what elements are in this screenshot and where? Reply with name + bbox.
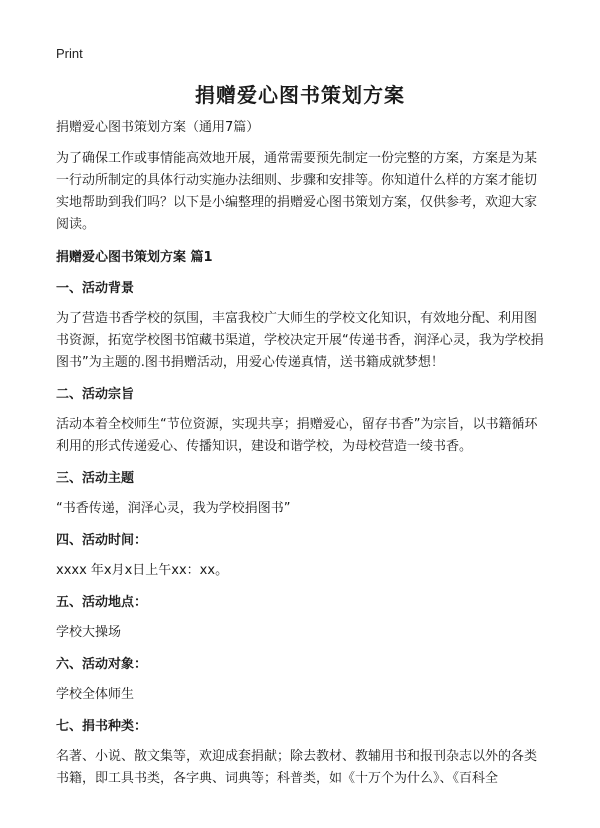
section-heading-audience: 六、活动对象： — [56, 657, 148, 672]
document-title: 捐赠爱心图书策划方案 — [195, 83, 405, 107]
section-body-time: xxxx 年x月x日上午xx：xx。 — [56, 563, 229, 578]
section-title: 捐赠爱心图书策划方案 篇1 — [56, 250, 213, 265]
print-label: Print — [56, 46, 83, 61]
section-heading-book-types: 七、捐书种类： — [56, 719, 148, 734]
document-content — [56, 118, 544, 790]
section-body-background: 为了营造书香学校的氛围，丰富我校广大师生的学校文化知识，有效地分配、利用图书资源，拓宽学校图书馆藏书渠道，学校决定开展“传递书香，润泽心灵，我为学校捐图书”为主题的.图书捐赠活动，用爱心传递真情，送书籍成就梦想！ — [56, 311, 544, 370]
section-body-purpose: 活动本着全校师生“节位资源，实现共享；捐赠爱心，留存书香”为宗旨，以书籍循环利用的形式传递爱心、传播知识，建设和谐学校，为母校营造一绫书香。 — [56, 417, 538, 454]
section-body-audience: 学校全体师生 — [56, 687, 135, 702]
section-heading-time: 四、活动时间： — [56, 533, 148, 548]
document-subtitle: 捐赠爱心图书策划方案（通用7篇） — [56, 120, 260, 135]
section-heading-background: 一、活动背景 — [56, 281, 135, 296]
section-heading-location: 五、活动地点： — [56, 595, 148, 610]
intro-paragraph: 为了确保工作或事情能高效地开展，通常需要预先制定一份完整的方案，方案是为某一行动所制定的具体行动实施办法细则、步骤和安排等。你知道什么样的方案才能切实地帮助到我们吗？以下是小编整理的捐赠爱心图书策划方案，仅供参考，欢迎大家阅读。 — [56, 151, 538, 232]
section-body-location: 学校大操场 — [56, 625, 122, 640]
section-body-book-types: 名著、小说、散文集等，欢迎成套捐献；除去教材、教辅用书和报刊杂志以外的各类书籍，即工具书类，各字典、词典等；科普类，如《十万个为什么》、《百科全 — [56, 749, 538, 786]
section-heading-theme: 三、活动主题 — [56, 471, 135, 486]
section-body-theme: “书香传递，润泽心灵，我为学校捐图书” — [56, 501, 291, 516]
section-heading-purpose: 二、活动宗旨 — [56, 387, 135, 402]
